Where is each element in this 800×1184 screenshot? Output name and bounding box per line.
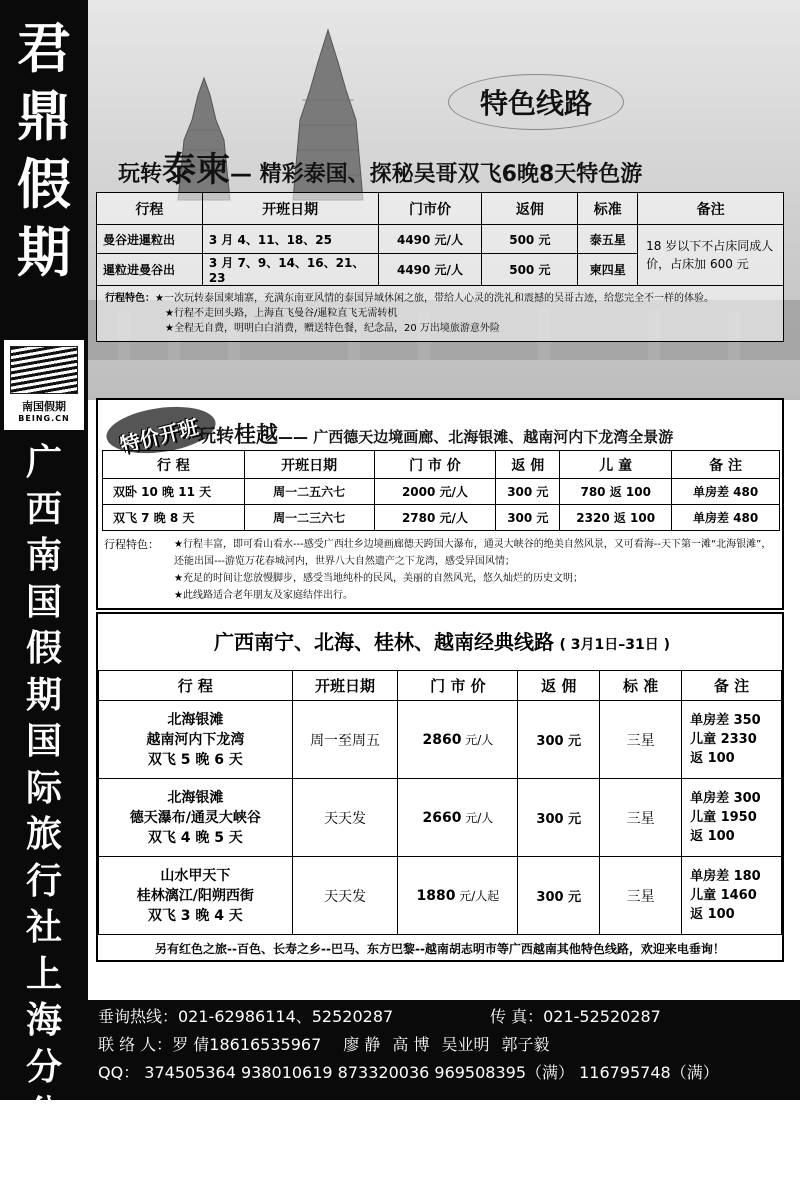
notes-cell (682, 857, 782, 935)
classic-routes-headline (98, 626, 786, 655)
table-row (99, 779, 782, 857)
headline-date-range: ( 3月1日–31日 ) (560, 637, 671, 653)
col-header: 开班日期 (202, 193, 378, 225)
col-header: 行 程 (99, 671, 293, 701)
qq-row: QQ： 374505364 938010619 873320036 969508395（满） 116795748（满） (98, 1060, 719, 1083)
price-unit: 元/人 (461, 811, 493, 825)
features-lines (174, 536, 780, 604)
route-line: 双飞 4 晚 5 天 (99, 828, 292, 848)
col-header: 返 佣 (518, 671, 600, 701)
sidebar (0, 0, 88, 1100)
brand-char: 假 (17, 148, 71, 216)
col-header: 开班日期 (292, 671, 398, 701)
contact-people-row (98, 1032, 549, 1055)
col-header: 返 佣 (496, 451, 560, 479)
company-char: 南 (26, 533, 62, 580)
col-header: 行 程 (103, 451, 245, 479)
logo-stripes-icon (10, 346, 78, 394)
rebate-cell: 300 元 (496, 505, 560, 531)
standard-cell: 柬四星 (578, 254, 638, 286)
headline-suffix: — 精彩泰国、探秘吴哥双飞6晚8天特色游 (230, 162, 642, 187)
feature-line: ★此线路适合老年朋友及家庭结伴出行。 (174, 587, 780, 604)
contact-person: 廖 静 (343, 1035, 380, 1054)
note-line: 返 100 (690, 905, 781, 924)
table-row (99, 701, 782, 779)
logo-cn-text: 南国假期 (4, 398, 84, 414)
headline-keyword: 桂越 (234, 422, 278, 448)
company-char: 际 (26, 766, 62, 813)
note-line: 返 100 (690, 749, 781, 768)
company-char: 国 (26, 580, 62, 627)
brand-char: 君 (17, 12, 71, 80)
route-line: 北海银滩 (99, 710, 292, 730)
col-header: 开班日期 (244, 451, 374, 479)
price-cell: 2780 元/人 (374, 505, 496, 531)
feature-line: ★全程无自费，明明白白消费，赠送特色餐，纪念品，20 万出境旅游意外险 (105, 323, 500, 334)
rebate-cell: 300 元 (496, 479, 560, 505)
company-char: 广 (26, 440, 62, 487)
company-char: 分 (26, 1045, 62, 1092)
special-offer-text: 特价开班 (102, 407, 216, 462)
dates-cell: 周一二五六七 (244, 479, 374, 505)
dates-cell: 3 月 4、11、18、25 (202, 225, 378, 254)
col-header: 返佣 (482, 193, 578, 225)
note-cell: 单房差 480 (672, 479, 780, 505)
route-line: 德天瀑布/通灵大峡谷 (99, 808, 292, 828)
col-header: 备 注 (682, 671, 782, 701)
route-cell: 暹粒进曼谷出 (97, 254, 203, 286)
rebate-cell: 300 元 (518, 779, 600, 857)
guangxi-vietnam-section (96, 398, 784, 610)
route-line: 山水甲天下 (99, 866, 292, 886)
thai-cambodia-headline (118, 142, 778, 186)
child-cell: 780 返 100 (560, 479, 672, 505)
featured-route-stamp: 特色线路 (448, 74, 624, 130)
company-name-vertical (0, 440, 88, 1184)
notes-cell (682, 701, 782, 779)
route-line: 北海银滩 (99, 788, 292, 808)
price-value: 2660 (422, 810, 461, 826)
brand-char: 鼎 (17, 80, 71, 148)
company-char: 行 (26, 859, 62, 906)
rebate-cell: 500 元 (482, 254, 578, 286)
price-unit: 元/人起 (455, 889, 499, 903)
col-header: 备注 (638, 193, 784, 225)
route-line: 双飞 3 晚 4 天 (99, 906, 292, 926)
col-header: 行程 (97, 193, 203, 225)
company-char: 旅 (26, 812, 62, 859)
headline-suffix: —— 广西德天边境画廊、北海银滩、越南河内下龙湾全景游 (278, 428, 673, 446)
standard-cell: 泰五星 (578, 225, 638, 254)
company-char: 公 (26, 1091, 62, 1138)
notes-cell (682, 779, 782, 857)
dates-cell: 天天发 (292, 779, 398, 857)
rebate-cell: 500 元 (482, 225, 578, 254)
note-line: 儿童 1950 (690, 808, 781, 827)
price-cell (398, 701, 518, 779)
contact-person: 郭子毅 (501, 1035, 549, 1054)
col-header: 标 准 (600, 671, 682, 701)
col-header: 门 市 价 (374, 451, 496, 479)
company-char: 司 (26, 1138, 62, 1184)
route-line: 越南河内下龙湾 (99, 730, 292, 750)
dates-cell: 天天发 (292, 857, 398, 935)
features-row (97, 286, 784, 342)
price-cell (398, 857, 518, 935)
price-cell: 2000 元/人 (374, 479, 496, 505)
col-header: 备 注 (672, 451, 780, 479)
price-value: 2860 (422, 732, 461, 748)
contact-person: 吴业明 (441, 1035, 489, 1054)
note-cell: 单房差 480 (672, 505, 780, 531)
contact-bar (88, 1000, 800, 1100)
feature-line: ★一次玩转泰国柬埔寨，充满东南亚风情的泰国异域休闲之旅，带给人心灵的洗礼和震撼的吴哥古迹，给您完全不一样的体验。 (155, 293, 714, 304)
price-value: 1880 (416, 888, 455, 904)
price-cell (398, 779, 518, 857)
features-cell (97, 286, 784, 342)
note-line: 儿童 1460 (690, 886, 781, 905)
rebate-cell: 300 元 (518, 857, 600, 935)
route-cell (99, 779, 293, 857)
contact-person: 罗 倩18616535967 (172, 1035, 321, 1054)
brand-title (0, 12, 88, 284)
note-line: 儿童 2330 (690, 730, 781, 749)
headline-main: 广西南宁、北海、桂林、越南经典线路 (214, 630, 554, 654)
col-header: 门 市 价 (398, 671, 518, 701)
dates-cell: 3 月 7、9、14、16、21、23 (202, 254, 378, 286)
company-char: 西 (26, 487, 62, 534)
dates-cell: 周一二三六七 (244, 505, 374, 531)
standard-cell: 三星 (600, 857, 682, 935)
route-line: 桂林漓江/阳朔西街 (99, 886, 292, 906)
route-cell: 双卧 10 晚 11 天 (103, 479, 245, 505)
company-char: 期 (26, 673, 62, 720)
table-header-row (97, 193, 784, 225)
table-header-row (99, 671, 782, 701)
thai-cambodia-table (96, 192, 784, 342)
company-logo (4, 340, 84, 430)
fax-text: 传 真：021-52520287 (490, 1004, 661, 1027)
classic-routes-table (98, 670, 782, 935)
child-cell: 2320 返 100 (560, 505, 672, 531)
guangxi-vietnam-headline (198, 418, 673, 449)
guangxi-vietnam-table (102, 450, 780, 531)
price-unit: 元/人 (461, 733, 493, 747)
price-cell: 4490 元/人 (378, 254, 482, 286)
headline-keyword: 泰柬 (162, 150, 230, 190)
note-cell: 18 岁以下不占床同成人价，占床加 600 元 (638, 225, 784, 286)
hotline-text: 垂询热线：021-62986114、52520287 (98, 1007, 393, 1026)
route-cell (99, 857, 293, 935)
company-char: 国 (26, 719, 62, 766)
contact-label: 联 络 人： (98, 1035, 172, 1054)
other-routes-note: 另有红色之旅--百色、长寿之乡--巴马、东方巴黎--越南胡志明市等广西越南其他特色线路，欢迎来电垂询！ (98, 940, 782, 957)
table-header-row (103, 451, 780, 479)
company-char: 海 (26, 998, 62, 1045)
contact-person: 高 博 (392, 1035, 429, 1054)
col-header: 门市价 (378, 193, 482, 225)
company-char: 假 (26, 626, 62, 673)
note-line: 返 100 (690, 827, 781, 846)
headline-prefix: 玩转 (118, 162, 162, 187)
classic-routes-section (96, 612, 784, 962)
price-cell: 4490 元/人 (378, 225, 482, 254)
note-line: 单房差 180 (690, 867, 781, 886)
company-char: 上 (26, 952, 62, 999)
note-line: 单房差 300 (690, 789, 781, 808)
hotline-row (98, 1004, 393, 1027)
note-line: 单房差 350 (690, 711, 781, 730)
dates-cell: 周一至周五 (292, 701, 398, 779)
route-cell (99, 701, 293, 779)
standard-cell: 三星 (600, 701, 682, 779)
feature-line: ★行程丰富，即可看山看水---感受广西壮乡边境画廊德天跨国大瀑布，通灵大峡谷的绝美自然风景，又可看海--天下第一滩“北海银滩”，还能出国---游览万花春城河内，世界八大自然遗产之下龙湾，感受异国风情； (174, 536, 780, 570)
headline-prefix: 玩转 (198, 426, 234, 447)
table-row (103, 505, 780, 531)
col-header: 标准 (578, 193, 638, 225)
brand-char: 期 (17, 216, 71, 284)
table-row (97, 225, 784, 254)
route-line: 双飞 5 晚 6 天 (99, 750, 292, 770)
feature-line: ★行程不走回头路，上海直飞曼谷/暹粒直飞无需转机 (105, 308, 397, 319)
standard-cell: 三星 (600, 779, 682, 857)
route-cell: 曼谷进暹粒出 (97, 225, 203, 254)
rebate-cell: 300 元 (518, 701, 600, 779)
feature-line: ★充足的时间让您放慢脚步，感受当地纯朴的民风，美丽的自然风光，悠久灿烂的历史文明； (174, 570, 780, 587)
company-char: 社 (26, 905, 62, 952)
features-label: 行程特色： (105, 293, 155, 304)
features-label: 行程特色： (102, 536, 174, 604)
logo-en-text: BEING.CN (4, 414, 84, 423)
route-cell: 双飞 7 晚 8 天 (103, 505, 245, 531)
features-block (102, 536, 780, 604)
table-row (99, 857, 782, 935)
col-header: 儿 童 (560, 451, 672, 479)
table-row (103, 479, 780, 505)
